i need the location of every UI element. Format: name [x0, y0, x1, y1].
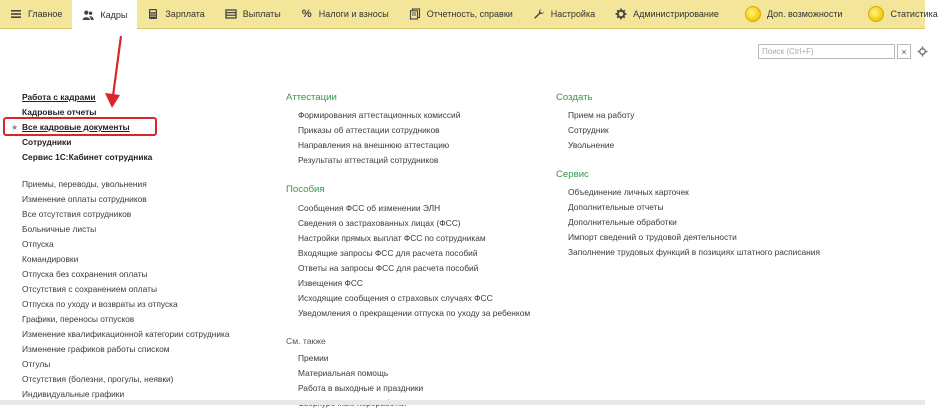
link-sick-leaves[interactable]: Больничные листы	[22, 224, 97, 234]
coin-icon	[868, 6, 884, 22]
link-create-hire[interactable]: Прием на работу	[568, 110, 635, 120]
calculator-icon	[147, 8, 159, 20]
tab-main-label: Главное	[28, 9, 63, 19]
link-fss-direct-payments[interactable]: Настройки прямых выплат ФСС по сотрудникам	[298, 233, 486, 243]
link-create-dismissal[interactable]: Увольнение	[568, 140, 615, 150]
settings-gear-icon[interactable]	[917, 46, 928, 57]
heading-see-also: См. также	[286, 336, 326, 346]
tab-taxes-label: Налоги и взносы	[318, 9, 389, 19]
link-hires-transfers-dismissals[interactable]: Приемы, переводы, увольнения	[22, 179, 147, 189]
wrench-icon	[533, 8, 545, 20]
section-panel	[0, 0, 938, 29]
tab-personnel[interactable]	[72, 0, 137, 29]
link-unpaid-vacations[interactable]: Отпуска без сохранения оплаты	[22, 269, 148, 279]
people-icon	[82, 9, 94, 21]
tab-statistics-label: Статистика	[890, 9, 938, 19]
link-salary-changes[interactable]: Изменение оплаты сотрудников	[22, 194, 147, 204]
tab-payments-label: Выплаты	[242, 9, 281, 19]
link-external-attestation[interactable]: Направления на внешнюю аттестацию	[298, 140, 450, 150]
link-create-employee[interactable]: Сотрудник	[568, 125, 609, 135]
tab-administration[interactable]	[605, 0, 729, 28]
link-fss-outgoing-messages[interactable]: Исходящие сообщения о страховых случаях ФСС	[298, 293, 493, 303]
search-bar	[758, 44, 928, 59]
link-all-personnel-documents-label: Все кадровые документы	[22, 122, 130, 132]
tab-salary-label: Зарплата	[165, 9, 205, 19]
heading-attestation: Аттестации	[286, 92, 337, 103]
tab-extra-features[interactable]	[735, 0, 853, 28]
link-financial-aid[interactable]: Материальная помощь	[298, 368, 389, 378]
link-fill-labor-functions[interactable]: Заполнение трудовых функций в позициях штатного расписания	[568, 247, 820, 257]
search-input[interactable]	[758, 44, 895, 59]
link-attestation-results[interactable]: Результаты аттестаций сотрудников	[298, 155, 439, 165]
heading-service: Сервис	[556, 169, 589, 180]
link-vacation-schedules[interactable]: Графики, переносы отпусков	[22, 314, 135, 324]
link-weekend-work[interactable]: Работа в выходные и праздники	[298, 383, 424, 393]
link-personnel-reports[interactable]: Кадровые отчеты	[22, 107, 97, 117]
link-attestation-orders[interactable]: Приказы об аттестации сотрудников	[298, 125, 440, 135]
bottom-scroll-area	[0, 400, 925, 405]
link-work-schedule-change[interactable]: Изменение графиков работы списком	[22, 344, 170, 354]
search-clear-button[interactable]: ×	[897, 44, 911, 59]
link-parental-leave-termination[interactable]: Уведомления о прекращении отпуска по уходу за ребенком	[298, 308, 531, 318]
link-employees[interactable]: Сотрудники	[22, 137, 72, 147]
favorite-star-icon[interactable]: ★	[11, 123, 19, 132]
link-parental-leaves[interactable]: Отпуска по уходу и возвраты из отпуска	[22, 299, 178, 309]
payments-icon	[225, 8, 237, 20]
tab-personnel-label: Кадры	[100, 9, 128, 20]
link-fss-request-answers[interactable]: Ответы на запросы ФСС для расчета пособий	[298, 263, 479, 273]
link-import-labor-activity[interactable]: Импорт сведений о трудовой деятельности	[568, 232, 737, 242]
link-absences-illness[interactable]: Отсутствия (болезни, прогулы, неявки)	[22, 374, 174, 384]
gear-icon	[615, 8, 627, 20]
link-personnel-work-label: Работа с кадрами	[22, 92, 96, 102]
link-vacations[interactable]: Отпуска	[22, 239, 54, 249]
percent-icon: %	[301, 8, 312, 20]
link-attestation-commissions[interactable]: Формирования аттестационных комиссий	[298, 110, 461, 120]
link-fss-insured-persons[interactable]: Сведения о застрахованных лицах (ФСС)	[298, 218, 461, 228]
link-all-absences[interactable]: Все отсутствия сотрудников	[22, 209, 132, 219]
link-individual-schedules[interactable]: Индивидуальные графики	[22, 389, 125, 399]
menu-lines-icon	[10, 8, 22, 20]
link-additional-processors[interactable]: Дополнительные обработки	[568, 217, 677, 227]
documents-icon	[409, 8, 421, 20]
tab-statistics[interactable]	[858, 0, 947, 28]
link-employee-cabinet-service[interactable]: Сервис 1С:Кабинет сотрудника	[22, 152, 153, 162]
link-fss-notices[interactable]: Извещения ФСС	[298, 278, 363, 288]
link-bonuses[interactable]: Премии	[298, 353, 329, 363]
link-fss-eln-messages[interactable]: Сообщения ФСС об изменении ЭЛН	[298, 203, 441, 213]
heading-create: Создать	[556, 92, 593, 103]
tab-payments[interactable]	[215, 0, 291, 28]
tab-reports-label: Отчетность, справки	[426, 9, 513, 19]
tab-extra-features-label: Доп. возможности	[766, 9, 843, 19]
tab-salary[interactable]	[137, 0, 214, 28]
link-time-off[interactable]: Отгулы	[22, 359, 51, 369]
tab-settings-label: Настройка	[550, 9, 596, 19]
link-merge-personal-cards[interactable]: Объединение личных карточек	[568, 187, 689, 197]
coin-icon	[745, 6, 761, 22]
tab-reports[interactable]	[399, 0, 523, 28]
link-qualification-category-change[interactable]: Изменение квалификационной категории сотрудника	[22, 329, 230, 339]
annotation-highlight-box	[3, 117, 157, 136]
tab-administration-label: Администрирование	[633, 9, 719, 19]
link-additional-reports[interactable]: Дополнительные отчеты	[568, 202, 664, 212]
link-business-trips[interactable]: Командировки	[22, 254, 79, 264]
heading-benefits: Пособия	[286, 184, 325, 195]
tab-main[interactable]	[0, 0, 72, 28]
tab-taxes[interactable]	[291, 0, 399, 28]
tab-settings[interactable]	[523, 0, 605, 28]
link-fss-incoming-requests[interactable]: Входящие запросы ФСС для расчета пособий	[298, 248, 478, 258]
link-paid-absences[interactable]: Отсутствия с сохранением оплаты	[22, 284, 157, 294]
link-personnel-work[interactable]	[22, 92, 96, 102]
